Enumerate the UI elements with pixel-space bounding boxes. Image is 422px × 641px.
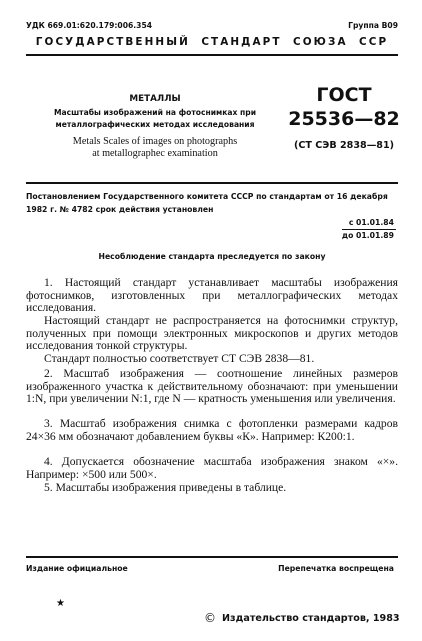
paragraph-3: Стандарт полностью соответствует СТ СЭВ 2838—81. bbox=[44, 352, 315, 365]
decree-line2: 1982 г. № 4782 срок действия установлен bbox=[26, 205, 214, 214]
publisher: Издательство стандартов, 1983 bbox=[222, 613, 400, 624]
validity-rule bbox=[342, 229, 396, 230]
official-edition: Издание официальное bbox=[26, 564, 128, 573]
valid-to: до 01.01.89 bbox=[341, 231, 394, 240]
ru-title-line2: металлографических методах исследования bbox=[55, 120, 255, 129]
ru-title-line1: Масштабы изображений на фотоснимках при bbox=[53, 108, 257, 117]
standard-title: ГОСУДАРСТВЕННЫЙ СТАНДАРТ СОЮЗА ССР bbox=[35, 36, 389, 48]
paragraph-1: 1. Настоящий стандарт устанавливает масштабы изображения фотоснимков, изготовленных при металлографических методах исследования. bbox=[26, 276, 398, 315]
gost-number: 25536—82 bbox=[288, 108, 400, 130]
header-rule bbox=[26, 54, 398, 56]
group-code: Группа В09 bbox=[348, 21, 398, 30]
valid-from: с 01.01.84 bbox=[348, 218, 394, 227]
cev-reference: (СТ СЭВ 2838—81) bbox=[293, 140, 395, 151]
law-warning: Несоблюдение стандарта преследуется по закону bbox=[98, 252, 326, 261]
en-title-line2: at metallographec examination bbox=[92, 148, 218, 159]
paragraph-6: 4. Допускается обозначение масштаба изображения знаком «×». Например: ×500 или 500×. bbox=[26, 455, 398, 481]
en-title-line1: Metals Scales of images on photographs bbox=[72, 136, 238, 147]
paragraph-2: Настоящий стандарт не распространяется на фотоснимки структур, полученных при помощи электронных микроскопов и других методов исследования тонкой структуры. bbox=[26, 314, 398, 353]
reprint-prohibited: Перепечатка воспрещена bbox=[278, 564, 394, 573]
paragraph-4: 2. Масштаб изображения — соотношение линейных размеров изображенного участка к действительному обозначают: при уменьшении 1:N, при увеличении N:1, где N — кратность уменьшения или увеличения. bbox=[26, 367, 398, 406]
paragraph-7: 5. Масштабы изображения приведены в таблице. bbox=[44, 481, 287, 494]
category: МЕТАЛЛЫ bbox=[129, 94, 181, 104]
copyright-icon: © bbox=[204, 611, 216, 625]
footer-rule bbox=[26, 556, 398, 558]
udk-code: УДК 669.01:620.179:006.354 bbox=[26, 21, 153, 30]
star-icon: ★ bbox=[56, 598, 65, 609]
gost-label: ГОСТ bbox=[316, 84, 372, 106]
paragraph-5: 3. Масштаб изображения снимка с фотопленки размерами кадров 24×36 мм обозначают добавлением буквы «К». Например: К200:1. bbox=[26, 417, 398, 443]
title-rule bbox=[26, 182, 398, 184]
decree-line1: Постановлением Государственного комитета СССР по стандартам от 16 декабря bbox=[26, 192, 388, 201]
